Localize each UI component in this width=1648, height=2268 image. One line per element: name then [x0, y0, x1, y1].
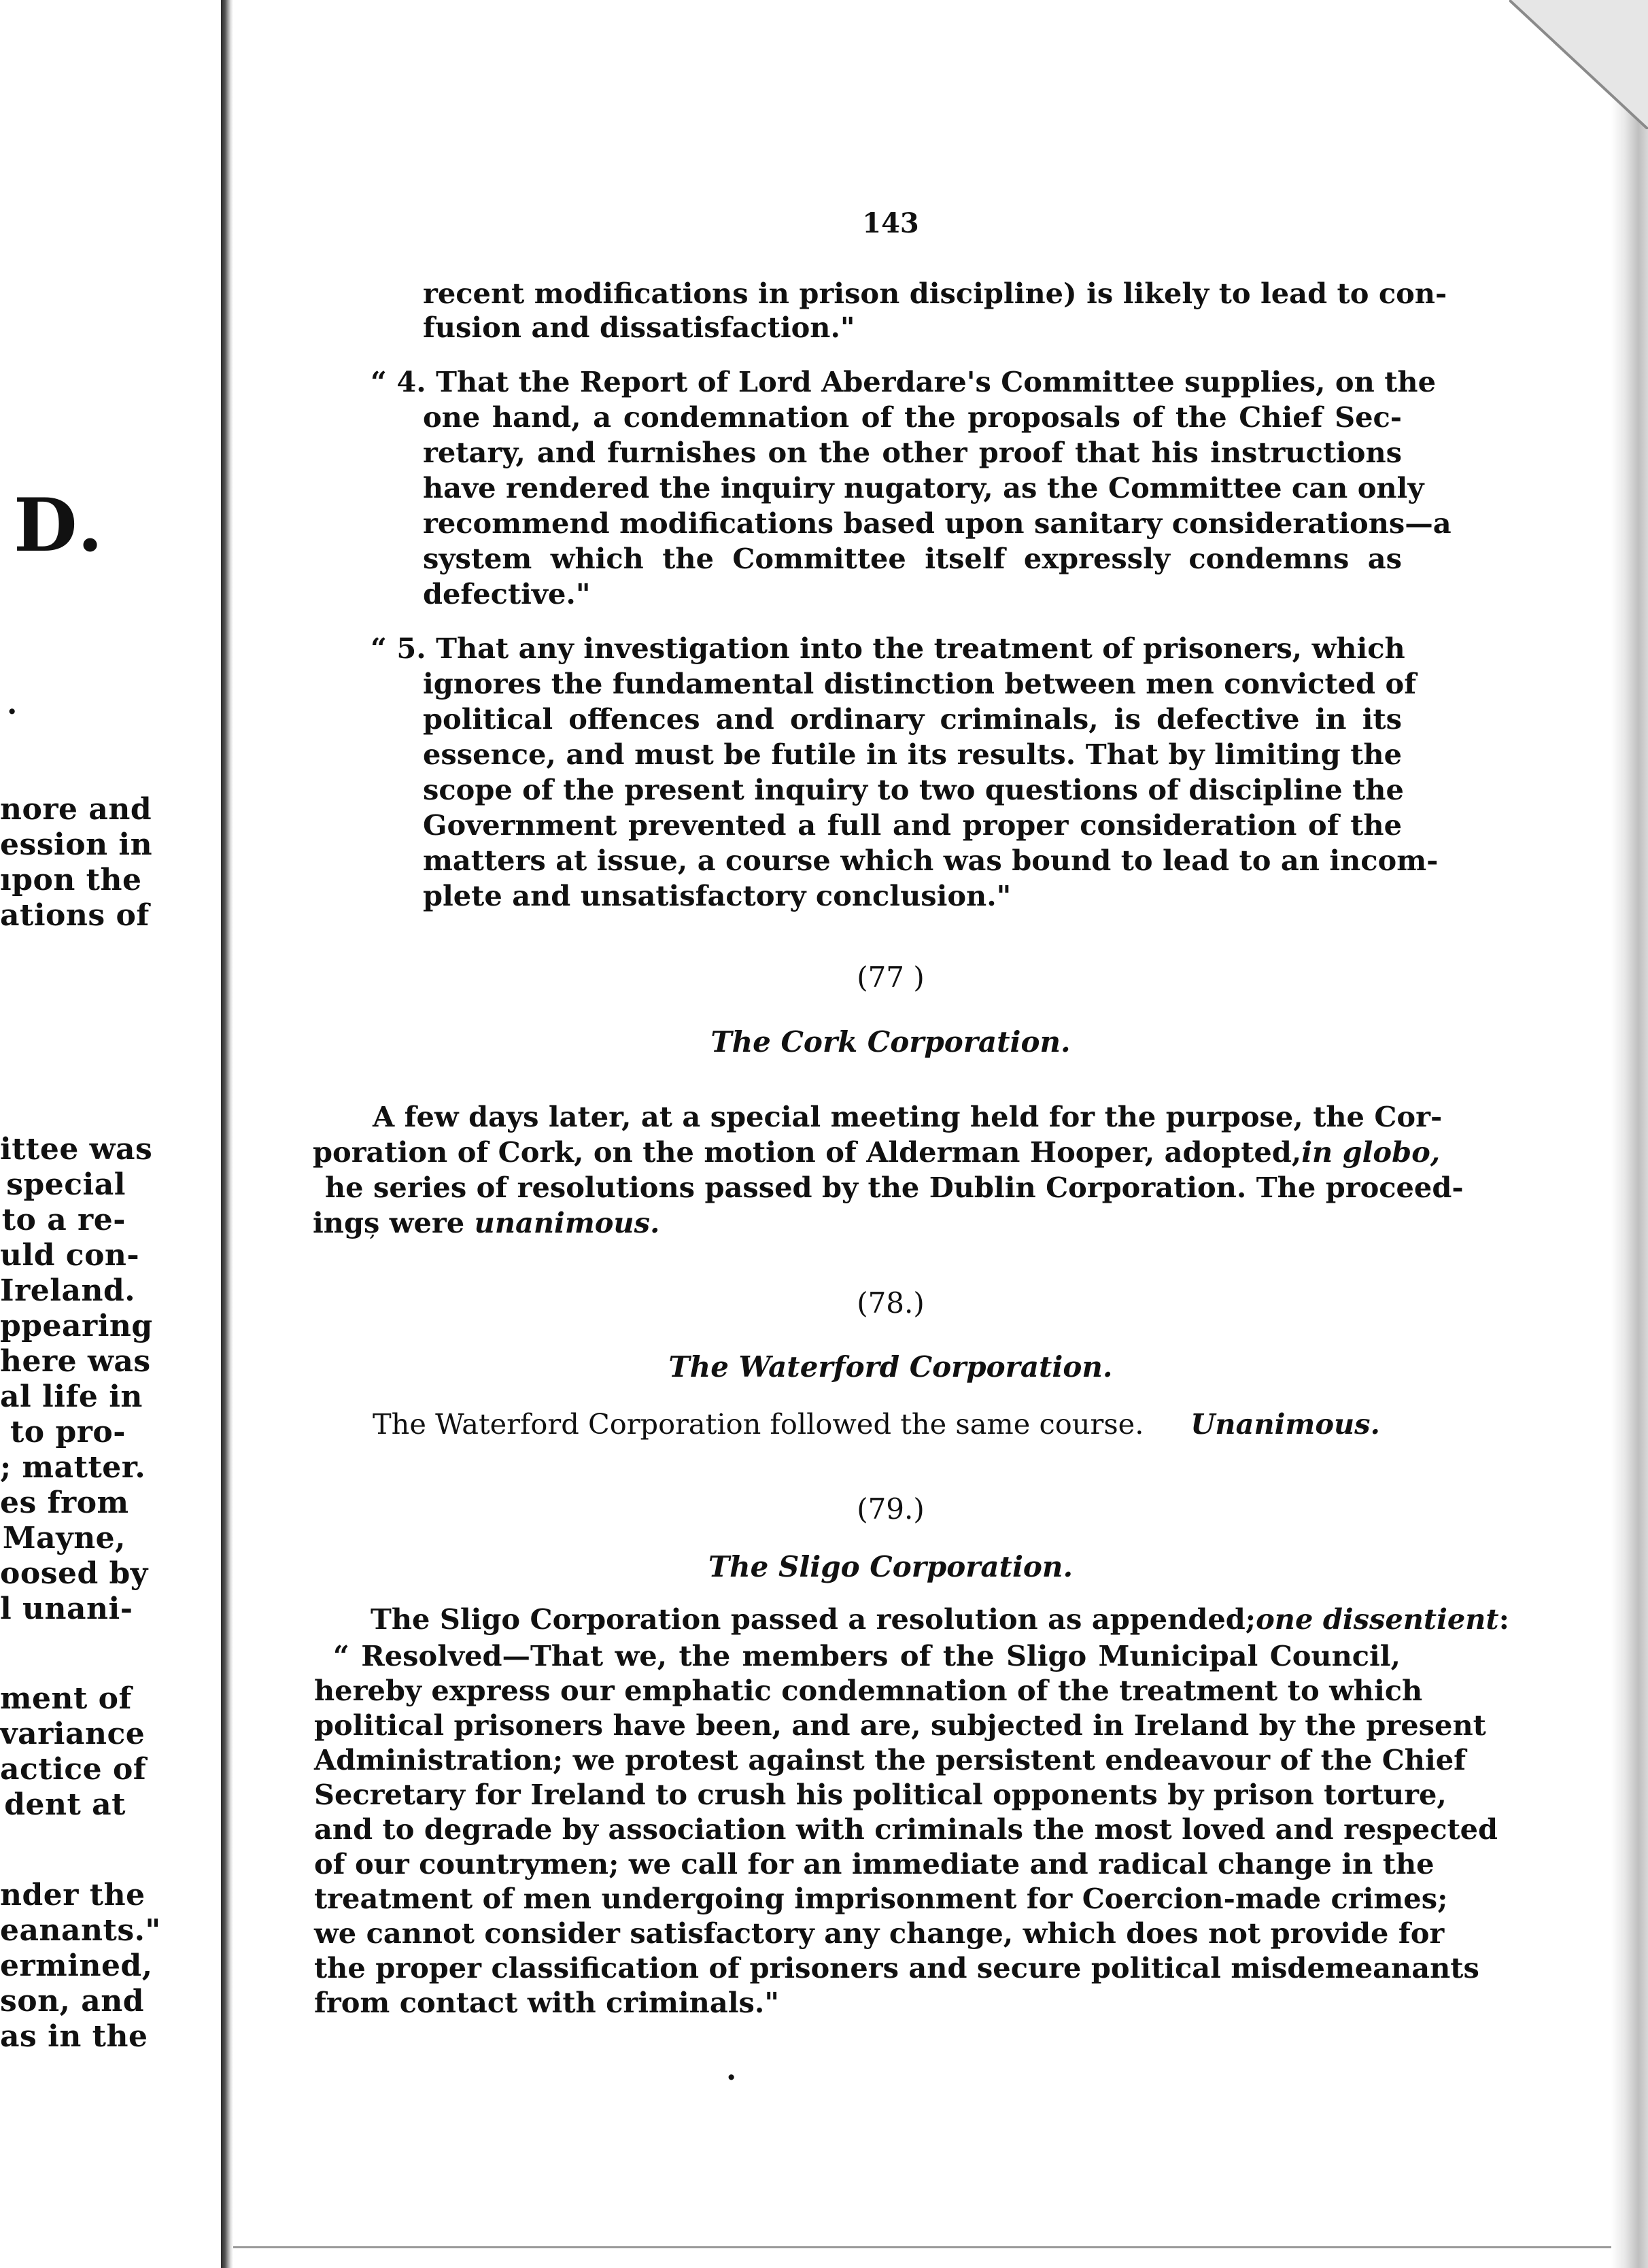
text-line: recommend modifications based upon sanitary considerations—a: [423, 506, 1452, 540]
left-page-line: son, and: [0, 1984, 145, 2018]
text-line: “ 4. That the Report of Lord Aberdare's Committee supplies, on the: [371, 365, 1436, 398]
text-line: and to degrade by association with criminals the most loved and respected: [314, 1812, 1498, 1846]
page-corner-fold: [1509, 0, 1648, 129]
text-line: The Waterford Corporation followed the same course.: [373, 1407, 1144, 1441]
left-page-line: Mayne,: [2, 1521, 126, 1556]
left-page-line: eanants.": [0, 1913, 161, 1948]
text-line: Secretary for Ireland to crush his political opponents by prison torture,: [314, 1778, 1447, 1811]
text-line: A few days later, at a special meeting held for the purpose, the Cor-: [373, 1100, 1443, 1133]
left-page-line: es from: [0, 1485, 129, 1520]
text-line: :: [1498, 1602, 1509, 1636]
left-page-line: dent at: [4, 1787, 126, 1822]
text-line: plete and unsatisfactory conclusion.": [423, 879, 1012, 912]
left-page-line: ittee was: [0, 1132, 153, 1167]
text-line: were: [389, 1206, 465, 1239]
section-number: (79.): [857, 1492, 925, 1526]
left-page-line: actice of: [0, 1752, 147, 1787]
text-line: treatment of men undergoing imprisonment for Coercion-made crimes;: [314, 1882, 1448, 1915]
section-heading: The Sligo Corporation.: [708, 1550, 1074, 1583]
text-line: poration of Cork, on the motion of Alderman Hooper, adopted,: [313, 1135, 1302, 1169]
left-page-line: l unani-: [0, 1592, 133, 1626]
left-page-line: special: [6, 1167, 126, 1202]
section-number: (77 ): [857, 961, 925, 994]
left-page-line: as in the: [0, 2019, 148, 2054]
text-line: of our countrymen; we call for an immediate and radical change in the: [314, 1847, 1435, 1880]
left-page-line: to pro-: [10, 1415, 126, 1449]
italic-phrase: Unanimous.: [1190, 1407, 1380, 1441]
text-line: scope of the present inquiry to two questions of discipline the: [423, 773, 1404, 806]
book-spine-gutter: [221, 0, 233, 2268]
section-number: (78.): [857, 1286, 925, 1320]
text-line: retary, and furnishes on the other proof that his instructions: [423, 436, 1402, 469]
left-page-line: ermined,: [0, 1948, 153, 1983]
text-line: Government prevented a full and proper consideration of the: [423, 808, 1402, 842]
text-line: recent modifications in prison discipline) is likely to lead to con-: [423, 277, 1447, 310]
left-page-line: ession in: [0, 827, 153, 862]
text-line: essence, and must be futile in its results. That by limiting the: [423, 738, 1402, 771]
italic-phrase: unanimous.: [474, 1206, 660, 1239]
page-number: 143: [862, 207, 919, 239]
left-page-line: al life in: [0, 1379, 143, 1414]
text-line: “ 5. That any investigation into the treatment of prisoners, which: [371, 632, 1405, 665]
right-page-edge-shadow: [1611, 0, 1648, 2268]
left-page-line: uld con-: [0, 1238, 140, 1273]
left-page-line: Ireland.: [0, 1273, 136, 1308]
left-page-big-letter: D.: [14, 483, 106, 568]
text-line: political offences and ordinary criminals, is defective in its: [423, 702, 1402, 736]
left-page-line: ıpon the: [0, 863, 142, 897]
left-page-line: nder the: [0, 1878, 145, 1912]
text-line: “ Resolved—That we, the members of the Sligo Municipal Council,: [333, 1639, 1401, 1672]
text-line: hereby express our emphatic condemnation of the treatment to which: [314, 1674, 1423, 1707]
text-line: Administration; we protest against the persistent endeavour of the Chief: [314, 1743, 1466, 1776]
left-page-line: ations of: [0, 898, 150, 933]
section-heading: The Waterford Corporation.: [668, 1350, 1113, 1384]
italic-phrase: one dissentient: [1256, 1602, 1499, 1636]
left-page-line: variance: [0, 1717, 145, 1751]
text-line: the proper classification of prisoners and secure political misdemeanants: [314, 1951, 1479, 1984]
text-line: ings: [313, 1206, 380, 1239]
left-page-line: here was: [0, 1344, 151, 1379]
left-page-line: ; matter.: [0, 1450, 146, 1485]
left-page-line: ment of: [0, 1681, 132, 1716]
left-facing-page: [0, 0, 221, 2268]
left-page-line: to a re-: [1, 1203, 126, 1237]
text-line: matters at issue, a course which was bound to lead to an incom-: [423, 844, 1439, 877]
left-page-line: nore and: [0, 792, 152, 827]
italic-phrase: in globo,: [1301, 1135, 1441, 1169]
text-line: fusion and dissatisfaction.": [423, 311, 855, 344]
text-line: The Sligo Corporation passed a resolution as appended;: [371, 1602, 1256, 1636]
text-line: system which the Committee itself expressly condemns as: [423, 542, 1402, 575]
footer-mark: .: [726, 2052, 737, 2087]
text-line: we cannot consider satisfactory any change, which does not provide for: [314, 1917, 1445, 1950]
text-line: he series of resolutions passed by the Dublin Corporation. The proceed-: [325, 1171, 1464, 1204]
page-bottom-edge: [233, 2246, 1611, 2248]
left-page-period: .: [7, 687, 18, 721]
text-line: one hand, a condemnation of the proposals of the Chief Sec-: [423, 400, 1402, 434]
text-line: ignores the fundamental distinction between men convicted of: [423, 667, 1417, 700]
text-line: political prisoners have been, and are, subjected in Ireland by the present: [314, 1708, 1486, 1742]
left-page-line: ppearing: [0, 1309, 153, 1343]
section-heading: The Cork Corporation.: [710, 1025, 1071, 1059]
left-page-line: oosed by: [0, 1556, 148, 1591]
text-line: defective.": [423, 577, 591, 611]
text-line: have rendered the inquiry nugatory, as the Committee can only: [423, 471, 1424, 504]
text-line: from contact with criminals.": [314, 1986, 779, 2019]
